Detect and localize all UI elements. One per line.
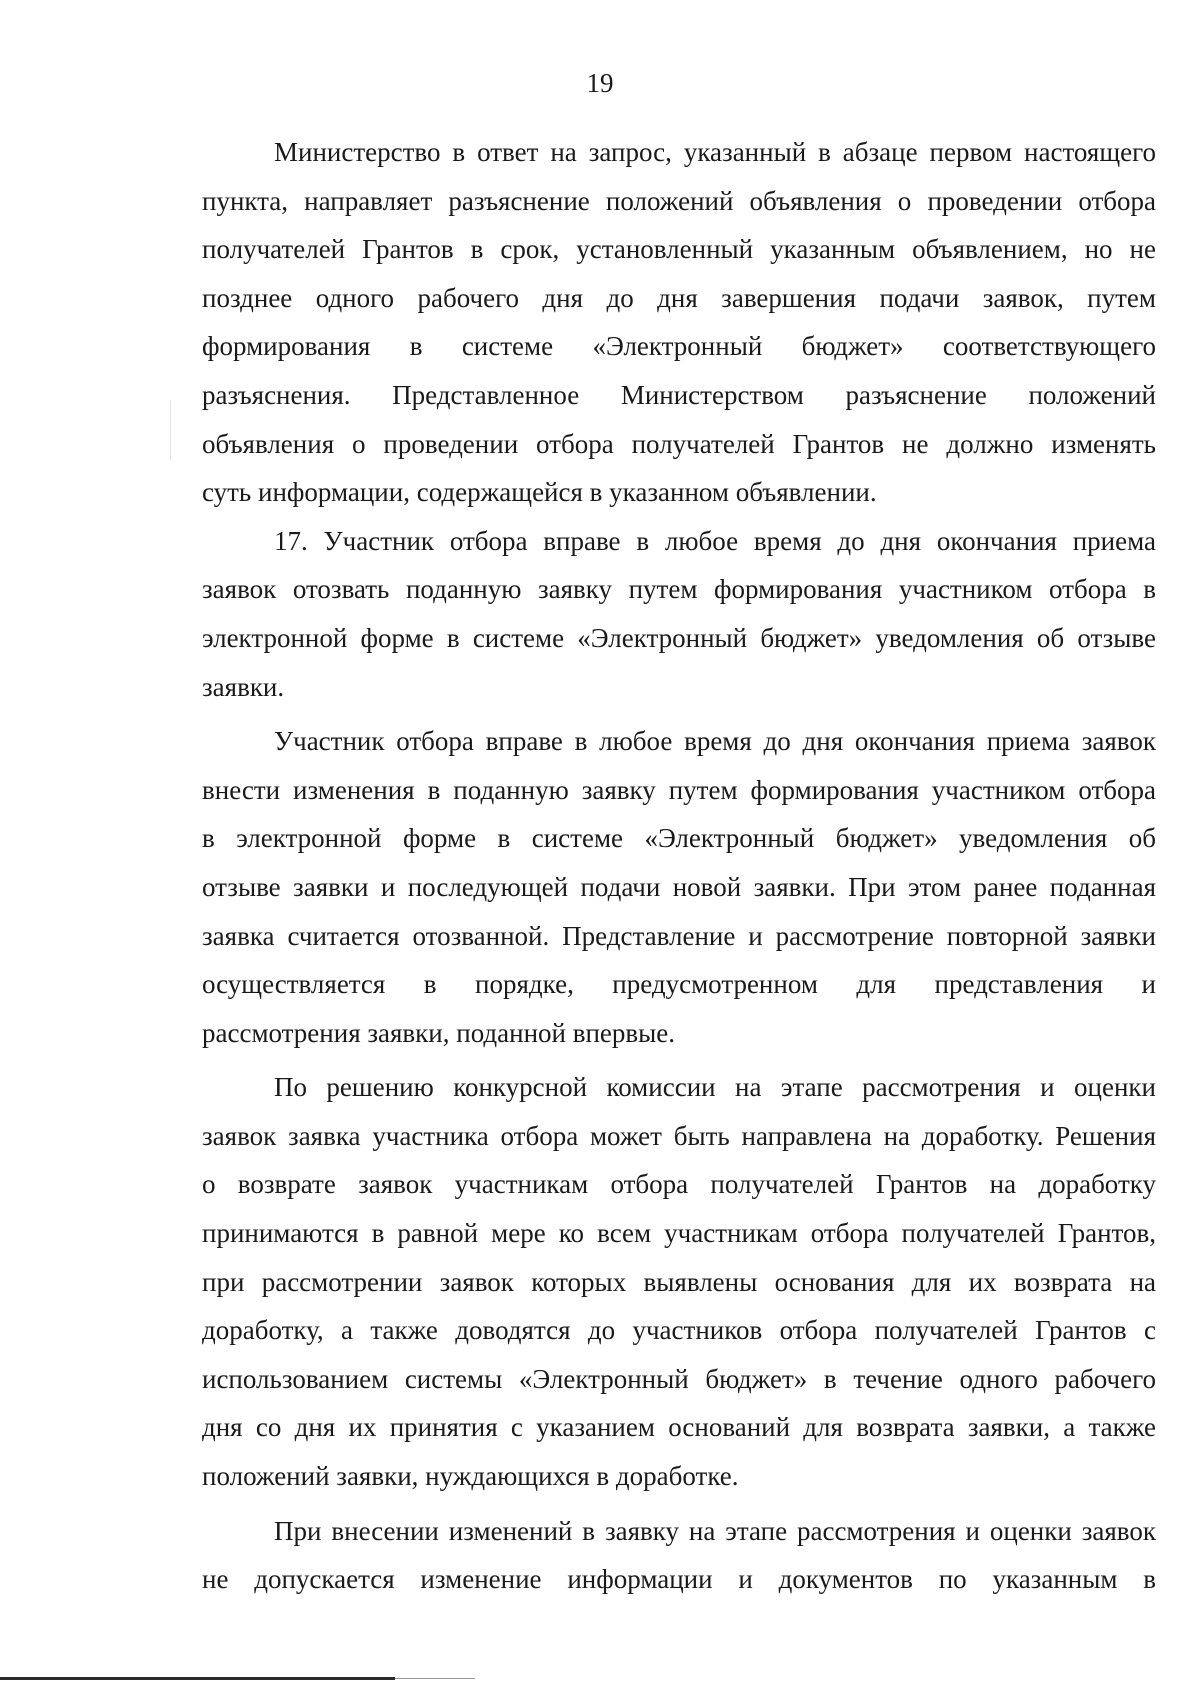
- text-line: не допускается изменение информации и документов по указанным в: [202, 1564, 1156, 1595]
- scan-margin-artifact: [170, 400, 171, 460]
- text-line: пункта, направляет разъяснение положений объявления о проведении отбора: [202, 185, 1156, 216]
- text-line: Министерство в ответ на запрос, указанный в абзаце первом настоящего: [274, 137, 1156, 167]
- page-number: 19: [586, 68, 614, 98]
- text-line: в электронной форме в системе «Электронный бюджет» уведомления об: [202, 823, 1156, 854]
- scan-edge-rule-faint: [395, 1678, 475, 1679]
- paragraph-application-changes: [202, 717, 1156, 1057]
- paragraph-changes-during-review: [202, 1507, 1156, 1604]
- text-line: о возврате заявок участникам отбора получателей Грантов на доработку: [202, 1169, 1156, 1200]
- paragraph-item-17: [202, 517, 1156, 711]
- paragraph-commission-revision: [202, 1063, 1156, 1500]
- text-line: Участник отбора вправе в любое время до дня окончания приема заявок: [274, 726, 1156, 757]
- text-line: позднее одного рабочего дня до дня завершения подачи заявок, путем: [202, 282, 1156, 313]
- text-line: объявления о проведении отбора получателей Грантов не должно изменять: [202, 428, 1156, 459]
- document-body: [202, 128, 1156, 1604]
- text-line: использованием системы «Электронный бюджет» в течение одного рабочего: [202, 1363, 1156, 1394]
- text-line: положений заявки, нуждающихся в доработке.: [202, 1461, 739, 1492]
- text-line: При внесении изменений в заявку на этапе рассмотрения и оценки заявок: [274, 1515, 1156, 1546]
- paragraph-ministry-clarification: [202, 128, 1156, 517]
- text-line: суть информации, содержащейся в указанном объявлении.: [202, 477, 877, 508]
- text-line: заявок заявка участника отбора может быть направлена на доработку. Решения: [202, 1120, 1156, 1151]
- text-line: 17. Участник отбора вправе в любое время до дня окончания приема: [274, 525, 1156, 556]
- text-line: рассмотрения заявки, поданной впервые.: [202, 1017, 676, 1048]
- text-line: отзыве заявки и последующей подачи новой заявки. При этом ранее поданная: [202, 871, 1156, 902]
- text-line: электронной форме в системе «Электронный бюджет» уведомления об отзыве: [202, 622, 1156, 653]
- text-line: По решению конкурсной комиссии на этапе рассмотрения и оценки: [274, 1072, 1156, 1103]
- text-line: заявки.: [202, 671, 285, 702]
- scan-edge-rule: [0, 1677, 395, 1680]
- text-line: заявка считается отозванной. Представление и рассмотрение повторной заявки: [202, 920, 1156, 951]
- text-line: внести изменения в поданную заявку путем формирования участником отбора: [202, 774, 1156, 805]
- text-line: получателей Грантов в срок, установленный указанным объявлением, но не: [202, 234, 1156, 265]
- text-line: формирования в системе «Электронный бюджет» соответствующего: [202, 331, 1156, 362]
- text-line: доработку, а также доводятся до участников отбора получателей Грантов с: [202, 1315, 1156, 1346]
- text-line: принимаются в равной мере ко всем участникам отбора получателей Грантов,: [202, 1218, 1156, 1249]
- text-line: осуществляется в порядке, предусмотренном для представления и: [202, 969, 1156, 1000]
- text-line: разъяснения. Представленное Министерством разъяснение положений: [202, 379, 1156, 410]
- text-line: заявок отозвать поданную заявку путем формирования участником отбора в: [202, 574, 1156, 605]
- text-line: дня со дня их принятия с указанием оснований для возврата заявки, а также: [202, 1412, 1156, 1443]
- text-line: при рассмотрении заявок которых выявлены основания для их возврата на: [202, 1266, 1156, 1297]
